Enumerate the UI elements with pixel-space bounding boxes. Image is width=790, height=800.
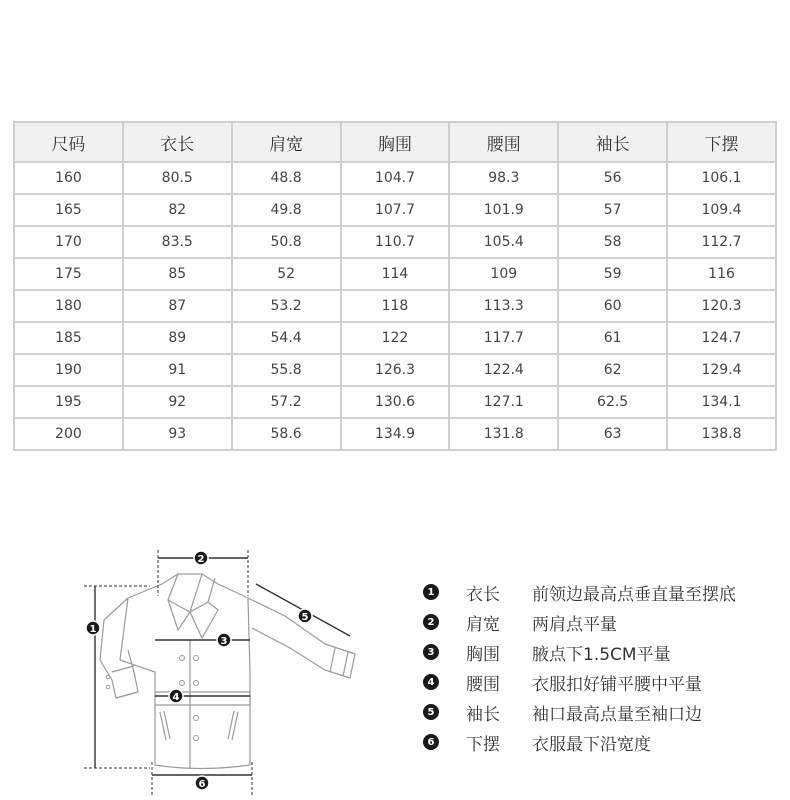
table-row: [14, 162, 776, 194]
table-cell: 195: [14, 386, 123, 418]
table-cell: 114: [341, 258, 450, 290]
table-cell: 63: [558, 418, 667, 450]
header-cell: 肩宽: [232, 122, 341, 162]
table-cell: 89: [123, 322, 232, 354]
table-cell: 134.1: [667, 386, 776, 418]
table-cell: 200: [14, 418, 123, 450]
header-cell: 袖长: [558, 122, 667, 162]
table-cell: 120.3: [667, 290, 776, 322]
header-cell: 胸围: [341, 122, 450, 162]
table-row: [14, 386, 776, 418]
svg-text:1: 1: [89, 624, 97, 635]
coat-left-sleeve: [100, 598, 138, 698]
table-cell: 138.8: [667, 418, 776, 450]
coat-button: [194, 656, 199, 661]
table-cell: 50.8: [232, 226, 341, 258]
table-cell: 48.8: [232, 162, 341, 194]
svg-text:3: 3: [220, 636, 228, 647]
svg-text:4: 4: [172, 692, 180, 703]
marker-6: [195, 776, 209, 790]
table-header-row: [14, 122, 776, 162]
legend-term: 腰围: [466, 674, 500, 695]
legend-description: 衣服扣好铺平腰中平量: [532, 674, 702, 695]
legend-term: 衣长: [466, 584, 500, 605]
table-cell: 85: [123, 258, 232, 290]
coat-diagram: [80, 540, 380, 800]
table-cell: 56: [558, 162, 667, 194]
table-cell: 92: [123, 386, 232, 418]
table-row: [14, 194, 776, 226]
table-cell: 185: [14, 322, 123, 354]
table-cell: 80.5: [123, 162, 232, 194]
legend-number: 6: [423, 734, 439, 750]
legend-term: 袖长: [466, 704, 500, 725]
legend-term: 胸围: [466, 644, 500, 665]
coat-button: [106, 675, 110, 679]
table-cell: 124.7: [667, 322, 776, 354]
coat-body-outline: [120, 574, 250, 769]
marker-4: [169, 689, 183, 703]
table-cell: 165: [14, 194, 123, 226]
table-cell: 54.4: [232, 322, 341, 354]
legend-description: 前领边最高点垂直量至摆底: [532, 584, 736, 605]
table-cell: 113.3: [449, 290, 558, 322]
svg-text:5: 5: [301, 612, 309, 623]
header-cell: 腰围: [449, 122, 558, 162]
legend-term: 肩宽: [466, 614, 500, 635]
legend-description: 袖口最高点量至袖口边: [532, 704, 702, 725]
table-cell: 118: [341, 290, 450, 322]
table-body: [14, 162, 776, 450]
legend-item: [420, 637, 780, 667]
table-cell: 59: [558, 258, 667, 290]
table-cell: 131.8: [449, 418, 558, 450]
header-cell: 下摆: [667, 122, 776, 162]
coat-button: [194, 681, 199, 686]
table-cell: 93: [123, 418, 232, 450]
table-cell: 101.9: [449, 194, 558, 226]
legend-number: 4: [423, 674, 439, 690]
legend-description: 腋点下1.5CM平量: [532, 644, 671, 665]
legend-description: 两肩点平量: [532, 614, 617, 635]
coat-right-cuff: [330, 648, 348, 676]
coat-pocket-left: [160, 711, 170, 740]
table-row: [14, 322, 776, 354]
table-cell: 122.4: [449, 354, 558, 386]
table-cell: 190: [14, 354, 123, 386]
table-cell: 117.7: [449, 322, 558, 354]
table-cell: 57: [558, 194, 667, 226]
table-cell: 83.5: [123, 226, 232, 258]
table-cell: 116: [667, 258, 776, 290]
table-cell: 105.4: [449, 226, 558, 258]
legend-number: 2: [423, 614, 439, 630]
table-cell: 62.5: [558, 386, 667, 418]
table-cell: 109.4: [667, 194, 776, 226]
table-cell: 122: [341, 322, 450, 354]
table-cell: 107.7: [341, 194, 450, 226]
table-row: [14, 354, 776, 386]
table-cell: 127.1: [449, 386, 558, 418]
table-cell: 49.8: [232, 194, 341, 226]
table-cell: 62: [558, 354, 667, 386]
table-cell: 129.4: [667, 354, 776, 386]
coat-button: [180, 681, 185, 686]
legend-item: [420, 727, 780, 757]
coat-button: [194, 716, 199, 721]
table-cell: 160: [14, 162, 123, 194]
table-cell: 170: [14, 226, 123, 258]
table-cell: 180: [14, 290, 123, 322]
table-cell: 98.3: [449, 162, 558, 194]
table-cell: 58: [558, 226, 667, 258]
table-cell: 134.9: [341, 418, 450, 450]
coat-button: [106, 685, 110, 689]
header-cell: 尺码: [14, 122, 123, 162]
table-cell: 61: [558, 322, 667, 354]
table-cell: 175: [14, 258, 123, 290]
table-cell: 126.3: [341, 354, 450, 386]
table-cell: 55.8: [232, 354, 341, 386]
marker-5: [298, 609, 312, 623]
svg-text:6: 6: [198, 779, 206, 790]
legend-number: 5: [423, 704, 439, 720]
table-cell: 53.2: [232, 290, 341, 322]
table-cell: 52: [232, 258, 341, 290]
legend-item: [420, 607, 780, 637]
svg-text:2: 2: [197, 554, 205, 565]
table-row: [14, 418, 776, 450]
legend-item: [420, 697, 780, 727]
table-cell: 91: [123, 354, 232, 386]
legend-item: [420, 667, 780, 697]
table-cell: 110.7: [341, 226, 450, 258]
table-cell: 112.7: [667, 226, 776, 258]
legend-term: 下摆: [466, 734, 500, 755]
measurement-legend: [420, 577, 780, 757]
coat-button: [194, 736, 199, 741]
table-cell: 60: [558, 290, 667, 322]
table-cell: 57.2: [232, 386, 341, 418]
table-cell: 104.7: [341, 162, 450, 194]
table-row: [14, 290, 776, 322]
table-cell: 109: [449, 258, 558, 290]
table-row: [14, 226, 776, 258]
table-cell: 130.6: [341, 386, 450, 418]
coat-pocket-right: [228, 711, 238, 740]
coat-button: [180, 656, 185, 661]
coat-lapel: [168, 600, 218, 638]
table-cell: 58.6: [232, 418, 341, 450]
size-table: [13, 121, 777, 451]
header-cell: 衣长: [123, 122, 232, 162]
legend-item: [420, 577, 780, 607]
marker-3: [217, 633, 231, 647]
table-cell: 87: [123, 290, 232, 322]
table-cell: 106.1: [667, 162, 776, 194]
table-cell: 82: [123, 194, 232, 226]
coat-collar: [168, 574, 215, 612]
legend-number: 3: [423, 644, 439, 660]
marker-2: [194, 551, 208, 565]
table-row: [14, 258, 776, 290]
legend-description: 衣服最下沿宽度: [532, 734, 651, 755]
marker-1: [86, 621, 100, 635]
legend-number: 1: [423, 584, 439, 600]
